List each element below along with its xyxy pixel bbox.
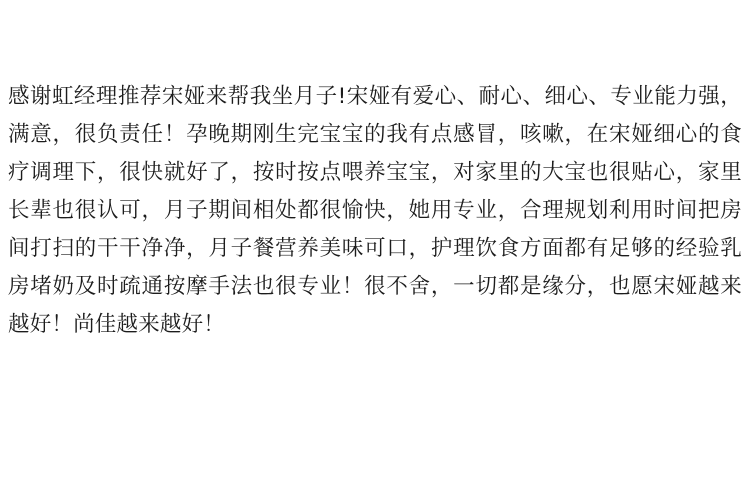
testimonial-body-text: 感谢虹经理推荐宋娅来帮我坐月子!宋娅有爱心、耐心、细心、专业能力强，满意，很负责任！孕晚期刚生完宝宝的我有点感冒，咳嗽，在宋娅细心的食疗调理下，很快就好了，按时按点喂养宝宝，对家里的大宝也很贴心，家里长辈也很认可，月子期间相处都很愉快，她用专业，合理规划利用时间把房间打扫的干干净净，月子餐营养美味可口，护理饮食方面都有足够的经验乳房堵奶及时疏通按摩手法也很专业！很不舍，一切都是缘分，也愿宋娅越来越好！尚佳越来越好！: [8, 84, 742, 337]
